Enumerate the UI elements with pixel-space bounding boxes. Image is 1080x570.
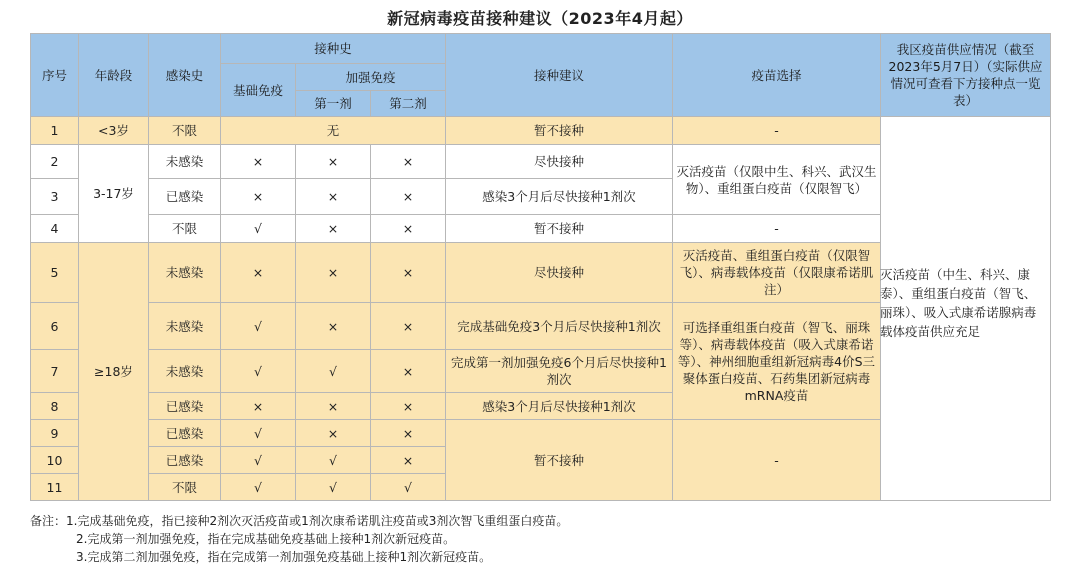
infection-cell: 不限 [149, 215, 221, 243]
infection-cell: 未感染 [149, 243, 221, 303]
header-dose1: 第一剂 [296, 91, 371, 117]
seq-cell: 9 [31, 420, 79, 447]
basic-cell: √ [221, 420, 296, 447]
infection-cell: 未感染 [149, 350, 221, 393]
dose1-cell: × [296, 179, 371, 215]
basic-cell: × [221, 243, 296, 303]
vaccine-cell: 灭活疫苗、重组蛋白疫苗（仅限智飞）、病毒载体疫苗（仅限康希诺肌注） [673, 243, 881, 303]
vaccine-cell: - [673, 420, 881, 501]
note-2: 2.完成第一剂加强免疫，指在完成基础免疫基础上接种1剂次新冠疫苗。 [76, 532, 456, 546]
seq-cell: 3 [31, 179, 79, 215]
age-cell: <3岁 [79, 117, 149, 145]
dose1-cell: √ [296, 474, 371, 501]
seq-cell: 4 [31, 215, 79, 243]
advice-cell: 完成第一剂加强免疫6个月后尽快接种1剂次 [446, 350, 673, 393]
vaccine-cell: - [673, 215, 881, 243]
seq-cell: 10 [31, 447, 79, 474]
dose2-cell: × [371, 447, 446, 474]
dose1-cell: √ [296, 447, 371, 474]
advice-cell: 尽快接种 [446, 145, 673, 179]
note-1: 备注：1.完成基础免疫，指已接种2剂次灭活疫苗或1剂次康希诺肌注疫苗或3剂次智飞重组蛋白疫苗。 [30, 514, 569, 528]
dose1-cell: × [296, 243, 371, 303]
dose2-cell: × [371, 215, 446, 243]
infection-cell: 未感染 [149, 145, 221, 179]
dose2-cell: × [371, 145, 446, 179]
header-seq: 序号 [31, 34, 79, 117]
basic-cell: √ [221, 350, 296, 393]
basic-cell: √ [221, 303, 296, 350]
seq-cell: 2 [31, 145, 79, 179]
supply-text: 灭活疫苗（中生、科兴、康泰）、重组蛋白疫苗（智飞、丽珠）、吸入式康希诺腺病毒载体疫苗供应充足 [880, 267, 1037, 339]
history-cell: 无 [221, 117, 446, 145]
dose1-cell: × [296, 393, 371, 420]
advice-cell: 暂不接种 [446, 215, 673, 243]
infection-cell: 已感染 [149, 179, 221, 215]
footnotes [30, 512, 568, 566]
advice-cell: 感染3个月后尽快接种1剂次 [446, 179, 673, 215]
page-title: 新冠病毒疫苗接种建议（2023年4月起） [387, 9, 693, 28]
dose2-cell: × [371, 243, 446, 303]
dose1-cell: × [296, 215, 371, 243]
dose2-cell: √ [371, 474, 446, 501]
basic-cell: × [221, 145, 296, 179]
header-infection: 感染史 [149, 34, 221, 117]
vaccine-cell: 灭活疫苗（仅限中生、科兴、武汉生物）、重组蛋白疫苗（仅限智飞） [673, 145, 881, 215]
note-3: 3.完成第二剂加强免疫，指在完成第一剂加强免疫基础上接种1剂次新冠疫苗。 [76, 550, 492, 564]
header-supply: 我区疫苗供应情况（截至2023年5月7日）（实际供应情况可查看下方接种点一览表） [881, 34, 1051, 117]
dose2-cell: × [371, 179, 446, 215]
header-dose2: 第二剂 [371, 91, 446, 117]
seq-cell: 8 [31, 393, 79, 420]
infection-cell: 已感染 [149, 447, 221, 474]
dose1-cell: × [296, 420, 371, 447]
basic-cell: × [221, 393, 296, 420]
seq-cell: 7 [31, 350, 79, 393]
vaccine-cell: 可选择重组蛋白疫苗（智飞、丽珠等）、病毒载体疫苗（吸入式康希诺等）、神州细胞重组新冠病毒4价S三聚体蛋白疫苗、石药集团新冠病毒mRNA疫苗 [673, 303, 881, 420]
age-cell: 3-17岁 [79, 145, 149, 243]
advice-cell: 感染3个月后尽快接种1剂次 [446, 393, 673, 420]
basic-cell: √ [221, 447, 296, 474]
header-vaccine: 疫苗选择 [673, 34, 881, 117]
dose2-cell: × [371, 350, 446, 393]
dose2-cell: × [371, 393, 446, 420]
table-row [31, 117, 1051, 145]
header-booster: 加强免疫 [296, 64, 446, 91]
seq-cell: 11 [31, 474, 79, 501]
header-history: 接种史 [221, 34, 446, 64]
infection-cell: 不限 [149, 117, 221, 145]
age-cell: ≥18岁 [79, 243, 149, 501]
dose2-cell: × [371, 420, 446, 447]
basic-cell: √ [221, 215, 296, 243]
infection-cell: 已感染 [149, 420, 221, 447]
advice-cell: 暂不接种 [446, 420, 673, 501]
vaccine-cell: - [673, 117, 881, 145]
infection-cell: 已感染 [149, 393, 221, 420]
header-age: 年龄段 [79, 34, 149, 117]
dose1-cell: × [296, 145, 371, 179]
header-basic: 基础免疫 [221, 64, 296, 117]
dose1-cell: × [296, 303, 371, 350]
infection-cell: 不限 [149, 474, 221, 501]
basic-cell: √ [221, 474, 296, 501]
header-advice: 接种建议 [446, 34, 673, 117]
advice-cell: 尽快接种 [446, 243, 673, 303]
advice-cell: 完成基础免疫3个月后尽快接种1剂次 [446, 303, 673, 350]
basic-cell: × [221, 179, 296, 215]
dose2-cell: × [371, 303, 446, 350]
seq-cell: 6 [31, 303, 79, 350]
infection-cell: 未感染 [149, 303, 221, 350]
seq-cell: 1 [31, 117, 79, 145]
dose1-cell: √ [296, 350, 371, 393]
seq-cell: 5 [31, 243, 79, 303]
advice-cell: 暂不接种 [446, 117, 673, 145]
